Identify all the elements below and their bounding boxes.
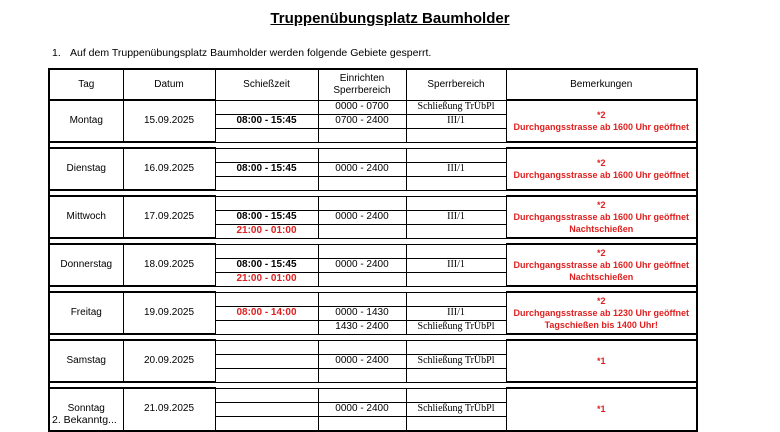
intro-number: 1. [52, 47, 61, 59]
cell-tag: Dienstag [49, 148, 123, 190]
cell-bemerkungen [506, 340, 697, 382]
cell-sperrbereich: III/1 [406, 306, 506, 320]
cell-sperrbereich [406, 196, 506, 210]
bemerkung-line: *1 [596, 404, 606, 415]
cell-sperrbereich: III/1 [406, 114, 506, 128]
bemerkung-line: Durchgangsstrasse ab 1600 Uhr geöffnet [513, 170, 690, 180]
cell-einrichten [318, 148, 406, 162]
cell-schiesszeit [215, 176, 318, 190]
cell-einrichten: 0700 - 2400 [318, 114, 406, 128]
bemerkung-line: *2 [596, 158, 606, 168]
cell-einrichten: 0000 - 2400 [318, 402, 406, 416]
cell-sperrbereich: Schließung TrÜbPl [406, 320, 506, 334]
cell-schiesszeit [215, 340, 318, 354]
cell-sperrbereich [406, 416, 506, 431]
cell-schiesszeit [215, 402, 318, 416]
cell-sperrbereich [406, 244, 506, 258]
cell-datum: 16.09.2025 [123, 148, 215, 190]
cell-sperrbereich: Schließung TrÜbPl [406, 100, 506, 114]
header-einrichten [318, 69, 406, 100]
cell-schiesszeit: 21:00 - 01:00 [215, 224, 318, 238]
header-sperrbereich: Sperrbereich [406, 69, 506, 100]
cell-datum: 15.09.2025 [123, 100, 215, 142]
cell-datum: 19.09.2025 [123, 292, 215, 334]
cell-schiesszeit [215, 368, 318, 382]
cell-tag: Sonntag [49, 388, 123, 431]
bemerkung-line: Nachtschießen [569, 224, 634, 234]
cell-datum: 18.09.2025 [123, 244, 215, 286]
table-row [49, 340, 697, 354]
cell-einrichten: 1430 - 2400 [318, 320, 406, 334]
cell-einrichten [318, 224, 406, 238]
cell-schiesszeit [215, 100, 318, 114]
cell-bemerkungen [506, 100, 697, 142]
bemerkung-line: *2 [596, 200, 606, 210]
table-row [49, 196, 697, 210]
cell-einrichten [318, 196, 406, 210]
cell-schiesszeit: 08:00 - 15:45 [215, 210, 318, 224]
table-row [49, 244, 697, 258]
cell-sperrbereich [406, 128, 506, 142]
cell-sperrbereich: III/1 [406, 258, 506, 272]
cell-schiesszeit [215, 320, 318, 334]
table-row [49, 148, 697, 162]
cell-sperrbereich [406, 292, 506, 306]
cell-sperrbereich: Schließung TrÜbPl [406, 354, 506, 368]
header-schiesszeit: Schießzeit [215, 69, 318, 100]
cell-einrichten: 0000 - 2400 [318, 210, 406, 224]
table-header-row [49, 69, 697, 100]
cell-tag: Montag [49, 100, 123, 142]
cell-sperrbereich [406, 340, 506, 354]
cell-sperrbereich [406, 368, 506, 382]
table-body [49, 100, 697, 431]
cell-sperrbereich: Schließung TrÜbPl [406, 402, 506, 416]
cell-datum: 21.09.2025 [123, 388, 215, 431]
cell-einrichten [318, 176, 406, 190]
cell-tag: Samstag [49, 340, 123, 382]
cell-schiesszeit [215, 354, 318, 368]
cell-einrichten [318, 340, 406, 354]
header-bemerkungen: Bemerkungen [506, 69, 697, 100]
cell-einrichten: 0000 - 0700 [318, 100, 406, 114]
cell-datum: 17.09.2025 [123, 196, 215, 238]
cell-einrichten [318, 128, 406, 142]
cell-sperrbereich: III/1 [406, 210, 506, 224]
intro-text: Auf dem Truppenübungsplatz Baumholder werden folgende Gebiete gesperrt. [70, 47, 432, 59]
table-row [49, 292, 697, 306]
cell-einrichten: 0000 - 2400 [318, 162, 406, 176]
cell-schiesszeit: 21:00 - 01:00 [215, 272, 318, 286]
bemerkung-line: Nachtschießen [569, 272, 634, 282]
table-row [49, 388, 697, 402]
cell-einrichten: 0000 - 1430 [318, 306, 406, 320]
cell-tag: Mittwoch [49, 196, 123, 238]
intro-paragraph [52, 47, 431, 59]
cell-schiesszeit [215, 244, 318, 258]
cell-einrichten [318, 272, 406, 286]
cell-einrichten: 0000 - 2400 [318, 258, 406, 272]
cell-schiesszeit [215, 388, 318, 402]
bemerkung-line: *1 [596, 356, 606, 366]
closure-table [48, 68, 698, 432]
header-einrichten-line2: Sperrbereich [333, 84, 391, 96]
bemerkung-line: *2 [596, 248, 606, 258]
cell-bemerkungen [506, 244, 697, 286]
cell-sperrbereich [406, 224, 506, 238]
cell-tag: Freitag [49, 292, 123, 334]
cell-bemerkungen [506, 292, 697, 334]
cell-schiesszeit [215, 292, 318, 306]
bemerkung-line: Tagschießen bis 1400 Uhr! [544, 320, 658, 330]
bemerkung-line: *2 [596, 110, 606, 120]
cell-schiesszeit: 08:00 - 14:00 [215, 306, 318, 320]
cell-datum: 20.09.2025 [123, 340, 215, 382]
bemerkung-line: Durchgangsstrasse ab 1600 Uhr geöffnet [513, 260, 690, 270]
header-tag: Tag [49, 69, 123, 100]
cell-schiesszeit [215, 148, 318, 162]
table-row [49, 100, 697, 114]
cell-sperrbereich [406, 388, 506, 402]
footer-text: 2. Bekanntg... [52, 414, 117, 426]
cell-bemerkungen [506, 196, 697, 238]
cell-einrichten [318, 292, 406, 306]
cell-schiesszeit: 08:00 - 15:45 [215, 162, 318, 176]
cell-schiesszeit: 08:00 - 15:45 [215, 114, 318, 128]
cell-sperrbereich [406, 176, 506, 190]
cell-tag: Donnerstag [49, 244, 123, 286]
cell-einrichten [318, 368, 406, 382]
cell-schiesszeit [215, 196, 318, 210]
cell-bemerkungen [506, 388, 697, 431]
bemerkung-line: Durchgangsstrasse ab 1600 Uhr geöffnet [513, 122, 690, 132]
header-einrichten-line1: Einrichten [339, 72, 385, 84]
cell-schiesszeit: 08:00 - 15:45 [215, 258, 318, 272]
cell-sperrbereich [406, 148, 506, 162]
cell-sperrbereich [406, 272, 506, 286]
cell-einrichten [318, 416, 406, 431]
cell-schiesszeit [215, 416, 318, 431]
page-title: Truppenübungsplatz Baumholder [270, 10, 510, 27]
cell-schiesszeit [215, 128, 318, 142]
bemerkung-line: Durchgangsstrasse ab 1230 Uhr geöffnet [513, 308, 690, 318]
cell-einrichten [318, 388, 406, 402]
bemerkung-line: *2 [596, 296, 606, 306]
cell-einrichten [318, 244, 406, 258]
cell-bemerkungen [506, 148, 697, 190]
cell-einrichten: 0000 - 2400 [318, 354, 406, 368]
header-datum: Datum [123, 69, 215, 100]
cell-sperrbereich: III/1 [406, 162, 506, 176]
bemerkung-line: Durchgangsstrasse ab 1600 Uhr geöffnet [513, 212, 690, 222]
